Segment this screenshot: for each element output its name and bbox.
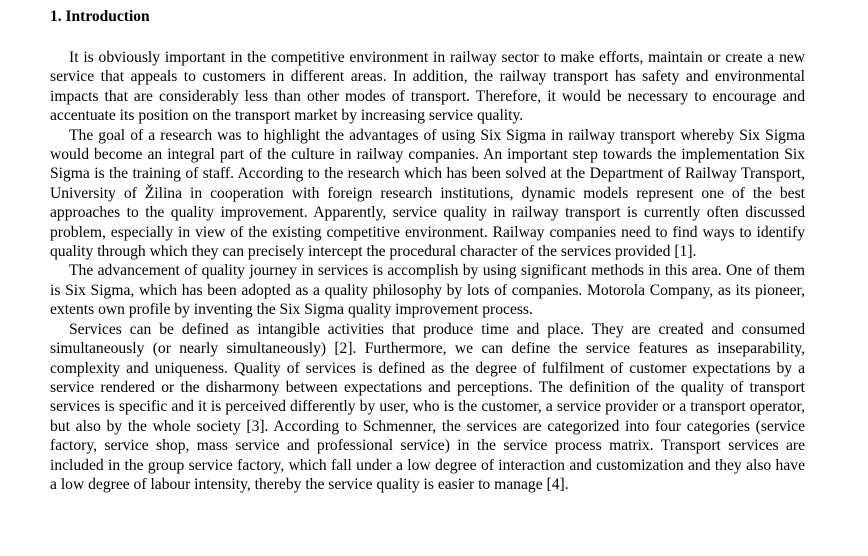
paragraph-services-definition: Services can be defined as intangible activities that produce time and place. They are created and consumed simultaneously (or nearly simultaneously) [2]. Furthermore, we can define the service features as inseparability, complexity and uniqueness. Quality of services is defined as the degree of fulfilment of customer expectations by a service rendered or the disharmony between expectations and perceptions. The definition of the quality of transport services is specific and it is perceived differently by user, who is the customer, a service provider or a transport operator, but also by the whole society [3]. According to Schmenner, the services are categorized into four categories (service factory, service shop, mass service and professional service) in the service process matrix. Transport services are included in the group service factory, which fall under a low degree of interaction and customization and they also have a low degree of labour intensity, thereby the service quality is easier to manage [4].: [50, 320, 805, 493]
paragraph-intro: It is obviously important in the competitive environment in railway sector to make efforts, maintain or create a new service that appeals to customers in different areas. In addition, the railway transport has safety and environmental impacts that are considerably less than other modes of transport. Therefore, it would be necessary to encourage and accentuate its position on the transport market by increasing service quality.: [50, 49, 805, 125]
paragraph-six-sigma: The advancement of quality journey in services is accomplish by using significant methods in this area. One of them is Six Sigma, which has been adopted as a quality philosophy by lots of companies. Motorola Company, as its pioneer, extents own profile by inventing the Six Sigma quality improvement process.: [50, 262, 805, 319]
paragraph-research-goal: The goal of a research was to highlight the advantages of using Six Sigma in railway transport whereby Six Sigma would become an integral part of the culture in railway companies. An important step towards the implementation Six Sigma is the training of staff. According to the research which has been solved at the Department of Railway Transport, University of Žilina in cooperation with foreign research institutions, dynamic models represent one of the best approaches to the quality improvement. Apparently, service quality in railway transport is currently often discussed problem, especially in view of the existing competitive environment. Railway companies need to find ways to identify quality through which they can precisely intercept the procedural character of the services provided [1].: [50, 126, 805, 261]
section-heading: 1. Introduction: [50, 8, 150, 25]
document-page: [50, 6, 805, 494]
